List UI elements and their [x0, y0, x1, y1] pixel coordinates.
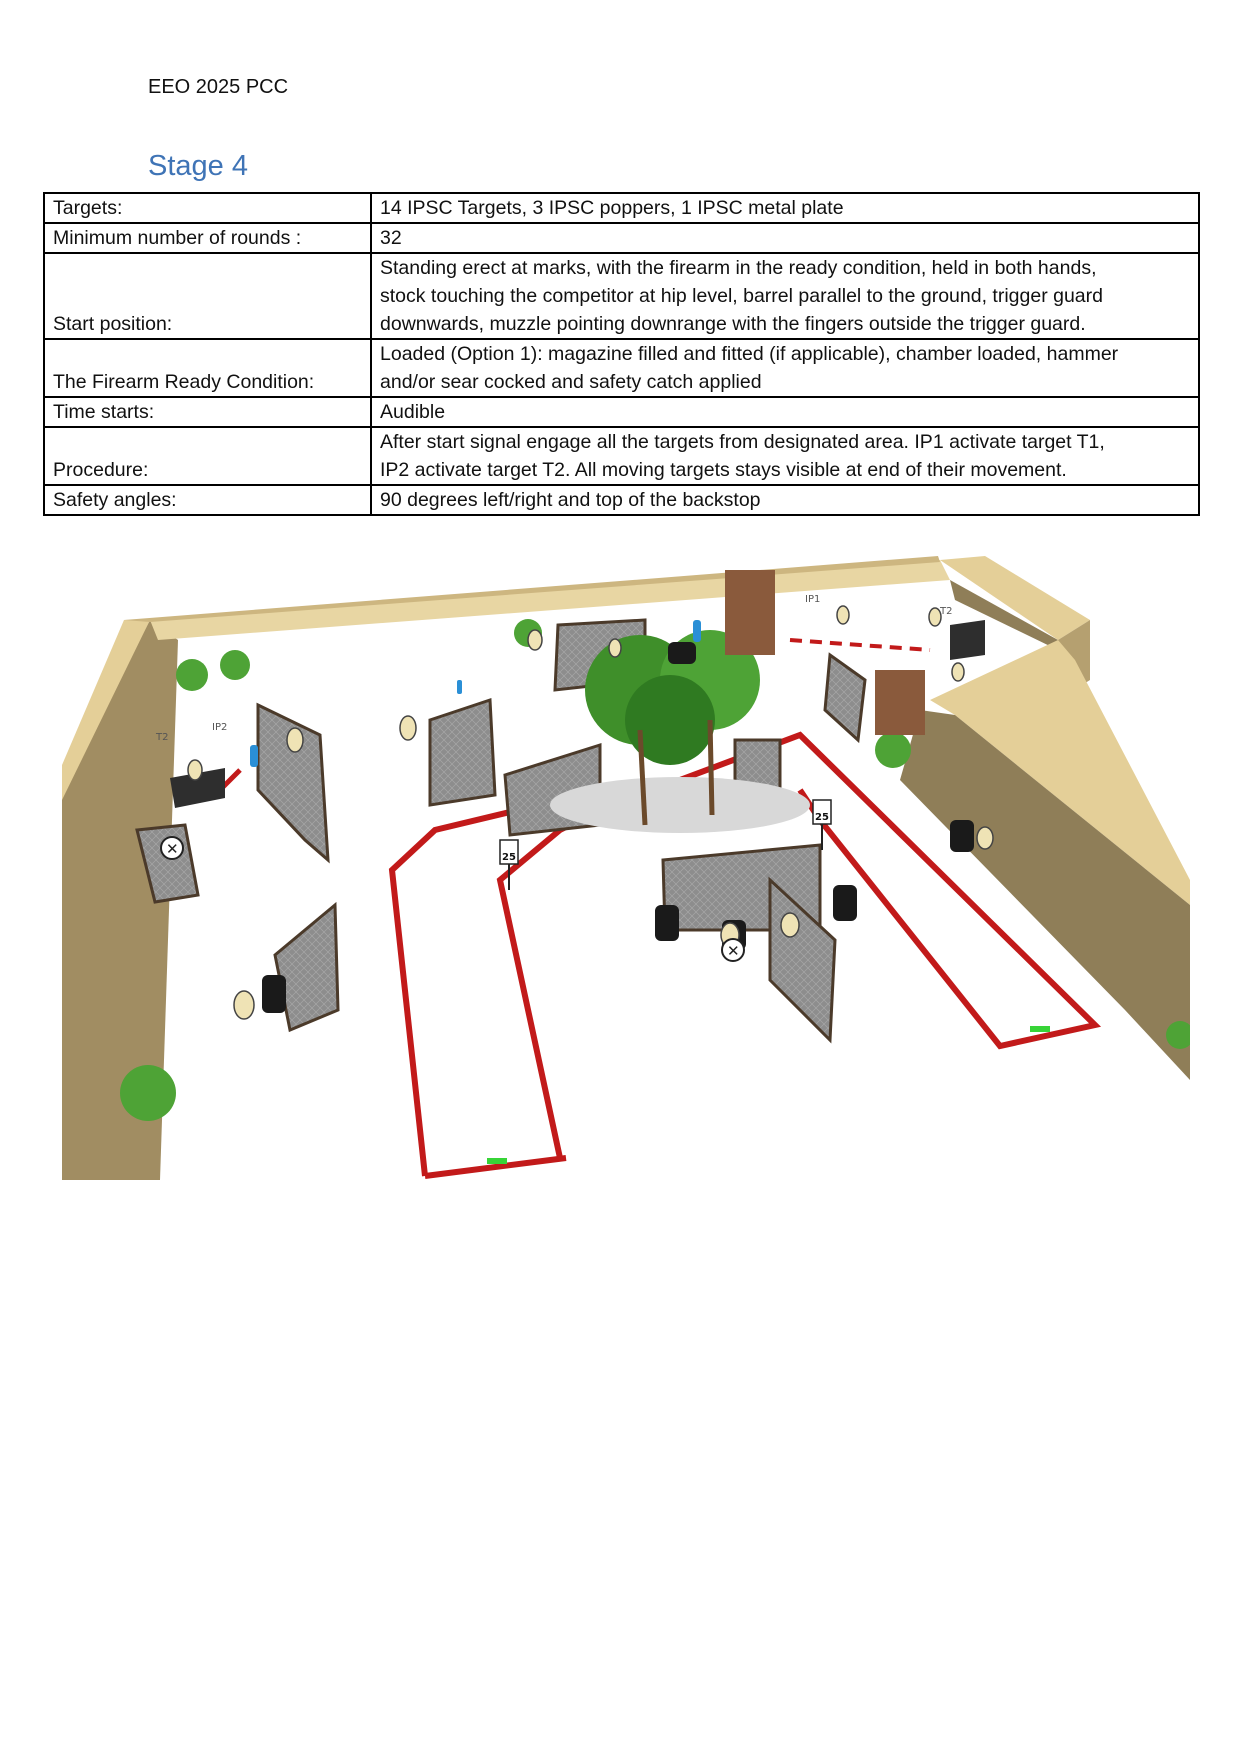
row-value-targets: 14 IPSC Targets, 3 IPSC poppers, 1 IPSC metal plate — [371, 193, 1199, 223]
paper-target — [234, 991, 254, 1019]
paper-target — [287, 728, 303, 752]
row-value-safety-angles: 90 degrees left/right and top of the backstop — [371, 485, 1199, 515]
bush — [220, 650, 250, 680]
tyre-stack — [833, 885, 857, 921]
no-shoot-mark: ✕ — [727, 942, 740, 960]
procedure-line-2: IP2 activate target T2. All moving targets stays visible at end of their movement. — [380, 459, 1067, 481]
row-label-min-rounds: Minimum number of rounds : — [44, 223, 371, 253]
row-value-start-position — [371, 253, 1199, 339]
row-value-min-rounds: 32 — [371, 223, 1199, 253]
paper-target — [977, 827, 993, 849]
row-label-ready-condition: The Firearm Ready Condition: — [44, 339, 371, 397]
start-mark-left — [487, 1158, 507, 1164]
stage-info-table — [43, 192, 1200, 516]
row-label-start-position: Start position: — [44, 253, 371, 339]
tree-canopy — [625, 675, 715, 765]
speed-sign-right-value: 25 — [815, 812, 829, 823]
table-row — [44, 339, 1199, 397]
paper-target — [609, 639, 621, 657]
tree-shadow — [550, 777, 810, 833]
table-row — [44, 485, 1199, 515]
row-label-time-starts: Time starts: — [44, 397, 371, 427]
procedure-line-1: After start signal engage all the targets from designated area. IP1 activate target T1, — [380, 431, 1105, 453]
row-value-ready-condition — [371, 339, 1199, 397]
start-position-line-3: downwards, muzzle pointing downrange with the fingers outside the trigger guard. — [380, 313, 1086, 335]
label-t2-right: T2 — [940, 606, 953, 617]
paper-target — [837, 606, 849, 624]
ready-condition-line-1: Loaded (Option 1): magazine filled and fitted (if applicable), chamber loaded, hammer — [380, 343, 1119, 365]
paper-target — [952, 663, 964, 681]
activator-ip2 — [250, 745, 258, 767]
popper-marker — [457, 680, 462, 694]
paper-target — [781, 913, 799, 937]
tyre-stack — [950, 820, 974, 852]
table-row — [44, 253, 1199, 339]
row-label-safety-angles: Safety angles: — [44, 485, 371, 515]
tree-trunk — [710, 720, 712, 815]
row-label-targets: Targets: — [44, 193, 371, 223]
bush — [176, 659, 208, 691]
stage-diagram — [60, 556, 1190, 1180]
tyre-stack — [262, 975, 286, 1013]
table-row — [44, 397, 1199, 427]
barrel-stack-lower — [875, 670, 925, 735]
table-row — [44, 427, 1199, 485]
start-position-line-1: Standing erect at marks, with the firearm in the ready condition, held in both hands, — [380, 257, 1097, 279]
row-label-procedure: Procedure: — [44, 427, 371, 485]
speed-sign-left-value: 25 — [502, 852, 516, 863]
row-value-procedure — [371, 427, 1199, 485]
table-row — [44, 223, 1199, 253]
stage-title: Stage 4 — [148, 150, 248, 182]
bush — [875, 732, 911, 768]
moving-target-t2-right — [950, 620, 985, 660]
paper-target — [400, 716, 416, 740]
start-position-line-2: stock touching the competitor at hip level, barrel parallel to the ground, trigger guard — [380, 285, 1103, 307]
ready-condition-line-2: and/or sear cocked and safety catch applied — [380, 371, 762, 393]
activator-ip1 — [693, 620, 701, 642]
paper-target — [528, 630, 542, 650]
tyre-stack — [655, 905, 679, 941]
barrel-stack-upper — [725, 570, 775, 655]
row-value-time-starts: Audible — [371, 397, 1199, 427]
paper-target — [188, 760, 202, 780]
page-header: EEO 2025 PCC — [148, 76, 289, 98]
label-ip2: IP2 — [212, 722, 228, 733]
tyre-stack — [668, 642, 696, 664]
label-t2-left: T2 — [156, 732, 169, 743]
barrier-center-left — [430, 700, 495, 805]
label-ip1: IP1 — [805, 594, 821, 605]
bush — [120, 1065, 176, 1121]
start-mark-right — [1030, 1026, 1050, 1032]
table-row — [44, 193, 1199, 223]
no-shoot-mark: ✕ — [166, 840, 179, 858]
